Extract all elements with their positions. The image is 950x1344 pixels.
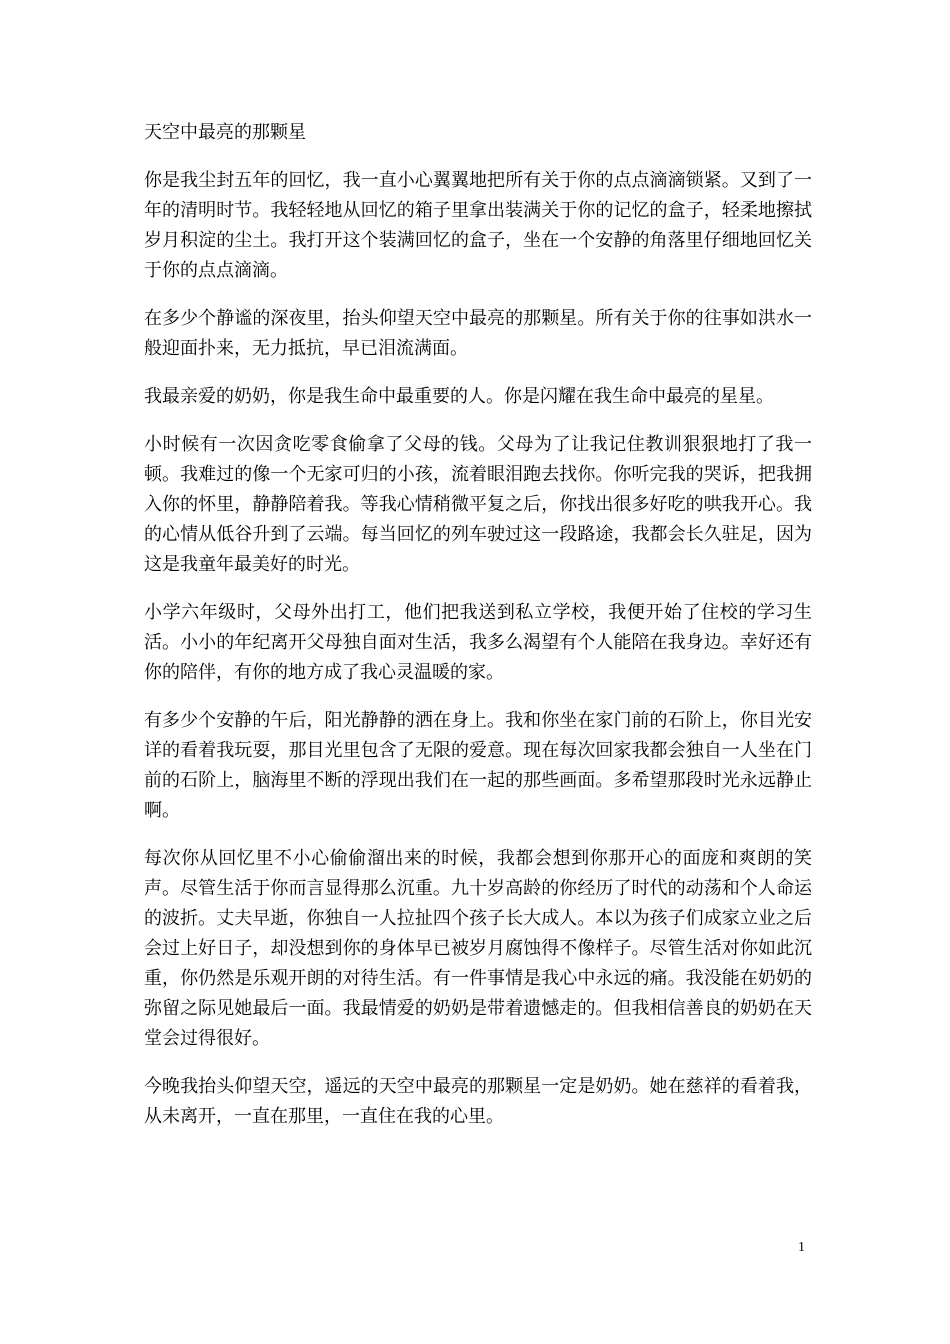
- paragraph-6: 有多少个安静的午后，阳光静静的洒在身上。我和你坐在家门前的石阶上，你目光安详的看着我玩耍，那目光里包含了无限的爱意。现在每次回家我都会独自一人坐在门前的石阶上，脑海里不断的浮现出我们在一起的那些画面。多希望那段时光永远静止啊。: [144, 710, 812, 821]
- paragraph-3: 我最亲爱的奶奶，你是我生命中最重要的人。你是闪耀在我生命中最亮的星星。: [144, 386, 774, 407]
- paragraph-4: 小时候有一次因贪吃零食偷拿了父母的钱。父母为了让我记住教训狠狠地打了我一顿。我难过的像一个无家可归的小孩，流着眼泪跑去找你。你听完我的哭诉，把我拥入你的怀里，静静陪着我。等我心情稍微平复之后，你找出很多好吃的哄我开心。我的心情从低谷升到了云端。每当回忆的列车驶过这一段路途，我都会长久驻足，因为这是我童年最美好的时光。: [144, 434, 812, 575]
- document-title: 天空中最亮的那颗星: [144, 122, 306, 143]
- paragraph-7: 每次你从回忆里不小心偷偷溜出来的时候，我都会想到你那开心的面庞和爽朗的笑声。尽管生活于你而言显得那么沉重。九十岁高龄的你经历了时代的动荡和个人命运的波折。丈夫早逝，你独自一人拉扯四个孩子长大成人。本以为孩子们成家立业之后会过上好日子，却没想到你的身体早已被岁月腐蚀得不像样子。尽管生活对你如此沉重，你仍然是乐观开朗的对待生活。有一件事情是我心中永远的痛。我没能在奶奶的弥留之际见她最后一面。我最情爱的奶奶是带着遗憾走的。但我相信善良的奶奶在天堂会过得很好。: [144, 848, 812, 1049]
- paragraph-1: 你是我尘封五年的回忆，我一直小心翼翼地把所有关于你的点点滴滴锁紧。又到了一年的清明时节。我轻轻地从回忆的箱子里拿出装满关于你的记忆的盒子，轻柔地擦拭岁月积淀的尘土。我打开这个装满回忆的盒子，坐在一个安静的角落里仔细地回忆关于你的点点滴滴。: [144, 170, 812, 281]
- document-body: [144, 118, 812, 1150]
- paragraph-5: 小学六年级时，父母外出打工，他们把我送到私立学校，我便开始了住校的学习生活。小小的年纪离开父母独自面对生活，我多么渴望有个人能陪在我身边。幸好还有你的陪伴，有你的地方成了我心灵温暖的家。: [144, 602, 812, 683]
- page-number: 1: [798, 1240, 805, 1255]
- paragraph-8: 今晚我抬头仰望天空，遥远的天空中最亮的那颗星一定是奶奶。她在慈祥的看着我，从未离开，一直在那里，一直住在我的心里。: [144, 1076, 812, 1127]
- paragraph-2: 在多少个静谧的深夜里，抬头仰望天空中最亮的那颗星。所有关于你的往事如洪水一般迎面扑来，无力抵抗，早已泪流满面。: [144, 308, 812, 359]
